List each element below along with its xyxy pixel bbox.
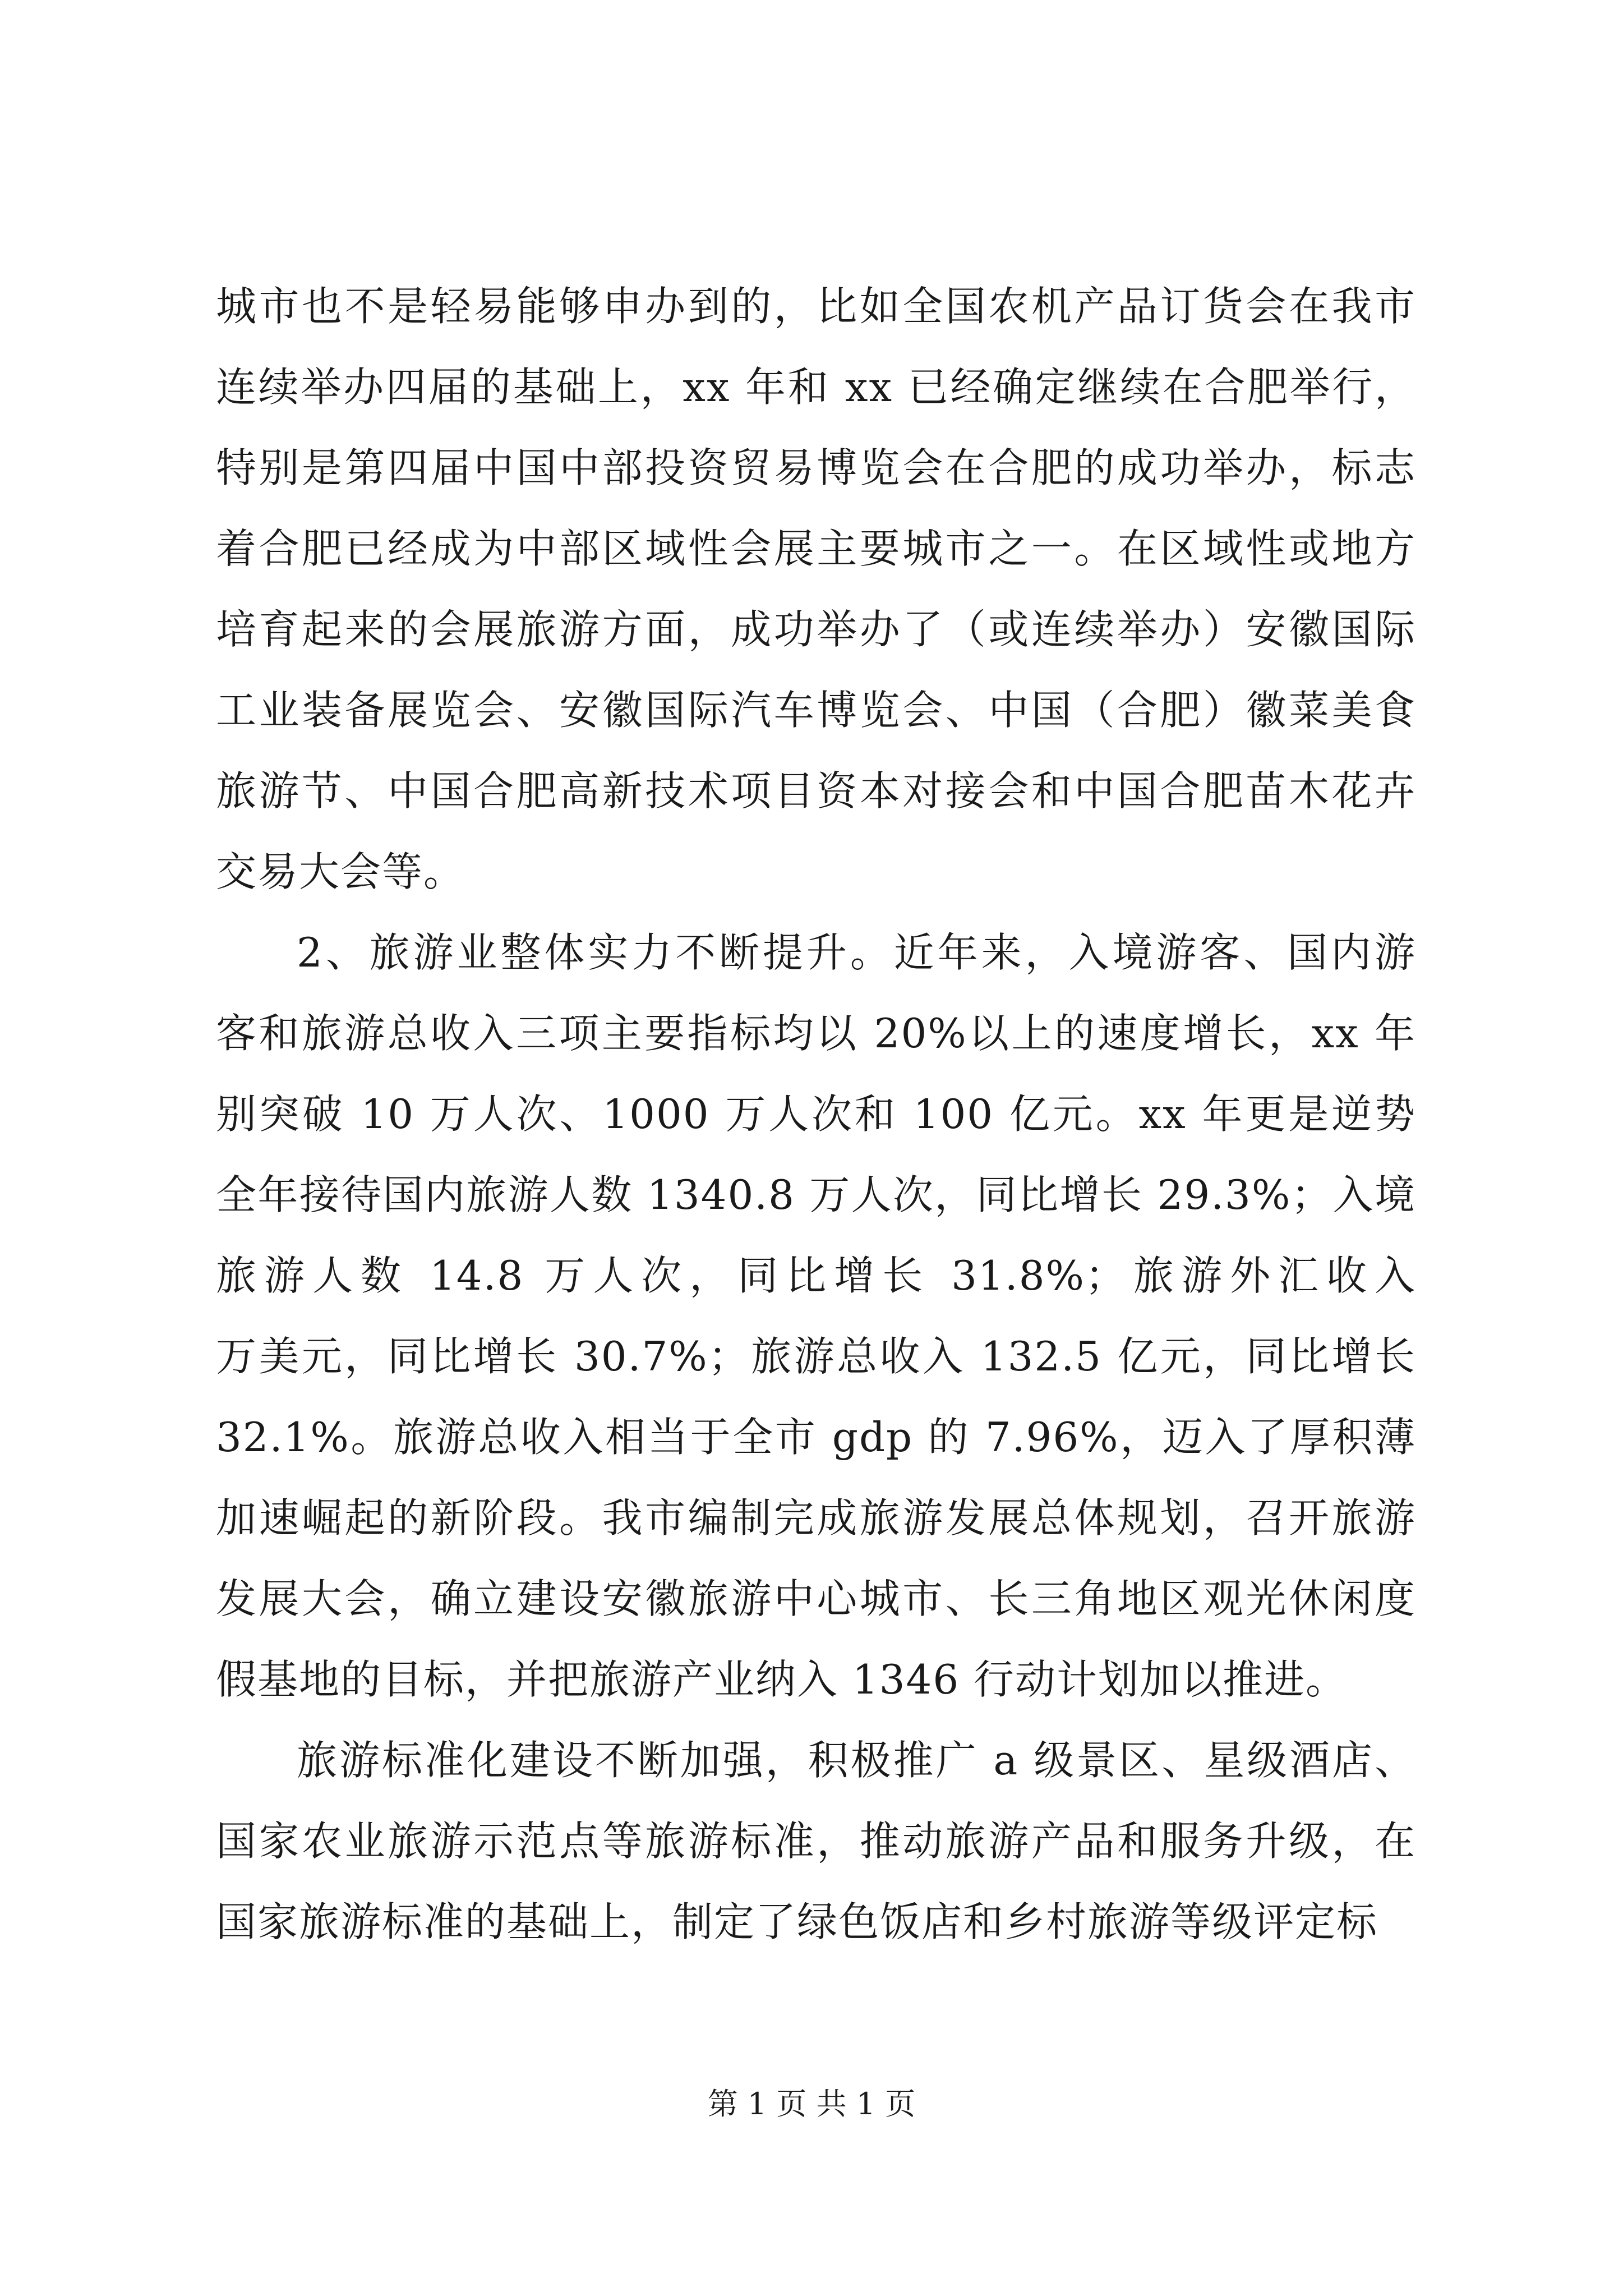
- paragraph: [216, 912, 1416, 1720]
- text-line: 别突破 10 万人次、1000 万人次和 100 亿元。xx 年更是逆势: [216, 1091, 1416, 1138]
- text-line: 万美元，同比增长 30.7%；旅游总收入 132.5 亿元，同比增长: [216, 1333, 1416, 1380]
- text-line: 加速崛起的新阶段。我市编制完成旅游发展总体规划，召开旅游: [216, 1494, 1416, 1542]
- paragraph: [216, 1720, 1416, 1962]
- text-line: 发展大会，确立建设安徽旅游中心城市、长三角地区观光休闲度: [216, 1575, 1416, 1622]
- text-line: 城市也不是轻易能够申办到的，比如全国农机产品订货会在我市: [216, 283, 1416, 330]
- text-line: 2、旅游业整体实力不断提升。近年来，入境游客、国内游: [297, 929, 1416, 976]
- text-line: 全年接待国内旅游人数 1340.8 万人次，同比增长 29.3%；入境: [216, 1171, 1416, 1218]
- text-line: 假基地的目标，并把旅游产业纳入 1346 行动计划加以推进。: [216, 1656, 1348, 1703]
- text-line: 国家旅游标准的基础上，制定了绿色饭店和乡村旅游等级评定标: [216, 1898, 1378, 1945]
- text-line: 培育起来的会展旅游方面，成功举办了（或连续举办）安徽国际: [216, 606, 1416, 653]
- text-line: 连续举办四届的基础上，xx 年和 xx 已经确定继续在合肥举行，: [216, 364, 1416, 411]
- text-line: 着合肥已经成为中部区域性会展主要城市之一。在区域性或地方: [216, 525, 1416, 572]
- text-line: 国家农业旅游示范点等旅游标准，推动旅游产品和服务升级，在: [216, 1818, 1416, 1865]
- paragraph: [216, 266, 1416, 912]
- text-line: 32.1%。旅游总收入相当于全市 gdp 的 7.96%，迈入了厚积薄: [216, 1414, 1416, 1461]
- page-footer: 第 1 页 共 1 页: [707, 2086, 916, 2122]
- text-line: 旅游节、中国合肥高新技术项目资本对接会和中国合肥苗木花卉: [216, 767, 1416, 815]
- document-body: [216, 266, 1416, 1962]
- text-line: 工业装备展览会、安徽国际汽车博览会、中国（合肥）徽菜美食: [216, 687, 1416, 734]
- text-line: 旅游标准化建设不断加强，积极推广 a 级景区、星级酒店、: [297, 1737, 1416, 1784]
- text-line: 特别是第四届中国中部投资贸易博览会在合肥的成功举办，标志: [216, 444, 1416, 491]
- text-line: 交易大会等。: [216, 848, 465, 895]
- text-line: 客和旅游总收入三项主要指标均以 20%以上的速度增长，xx 年: [216, 1010, 1416, 1057]
- text-line: 旅游人数 14.8 万人次，同比增长 31.8%；旅游外汇收入: [216, 1252, 1416, 1299]
